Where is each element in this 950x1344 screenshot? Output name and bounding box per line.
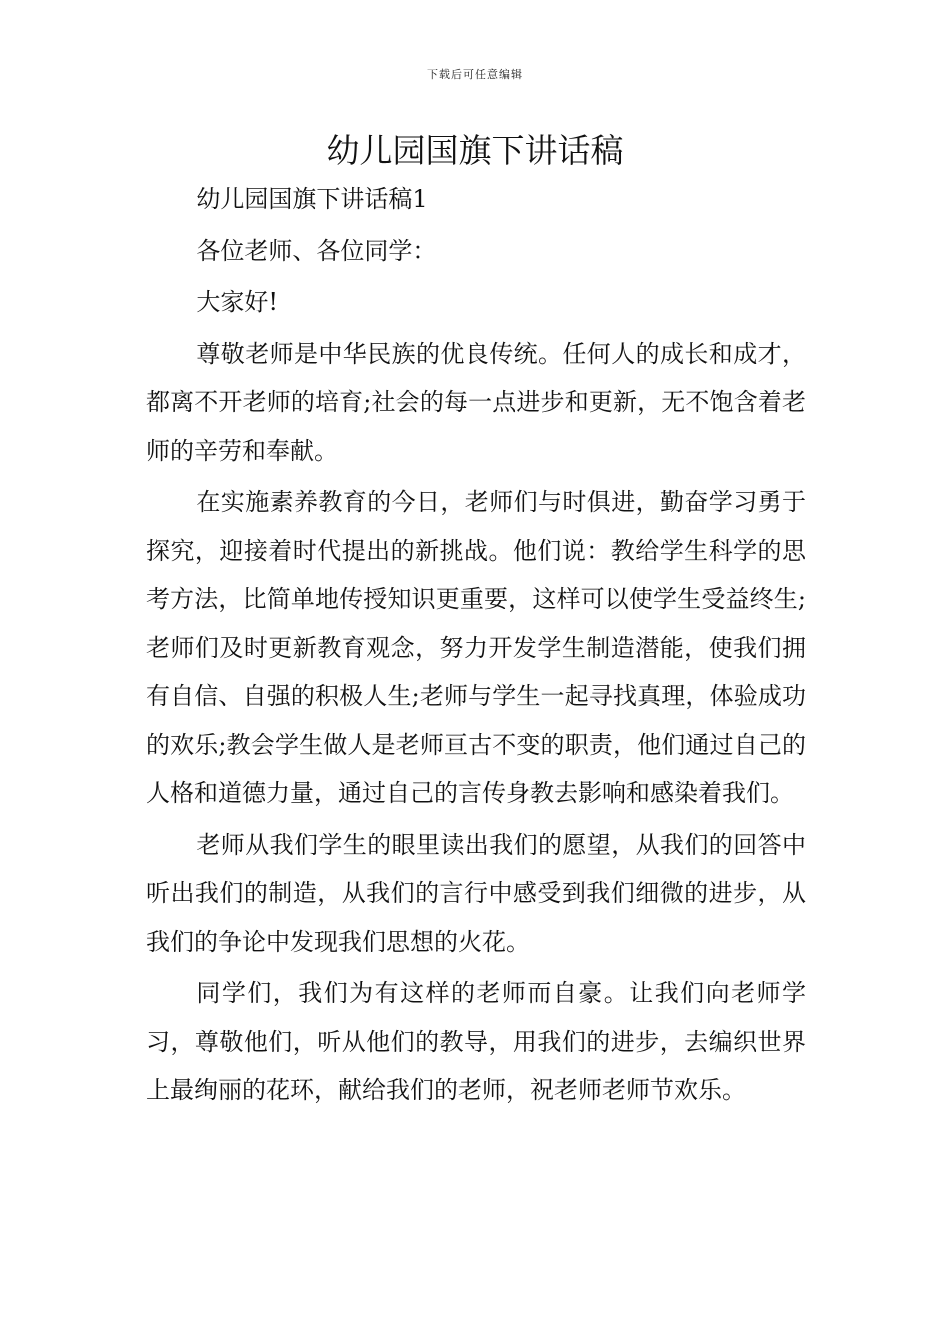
salutation-paragraph: 各位老师、各位同学： bbox=[196, 236, 437, 265]
document-title: 幼儿园国旗下讲话稿 bbox=[326, 131, 624, 170]
body-paragraph: 同学们，我们为有这样的老师而自豪。让我们向老师学习，尊敬他们，听从他们的教导，用我们的进步，去编织世界上最绚丽的花环，献给我们的老师，祝老师老师节欢乐。 bbox=[146, 979, 806, 1104]
subtitle-paragraph: 幼儿园国旗下讲话稿1 bbox=[196, 185, 428, 213]
greeting-paragraph: 大家好! bbox=[196, 288, 279, 316]
body-paragraph: 老师从我们学生的眼里读出我们的愿望，从我们的回答中听出我们的制造，从我们的言行中感受到我们细微的进步，从我们的争论中发现我们思想的火花。 bbox=[146, 830, 806, 956]
body-paragraph: 在实施素养教育的今日，老师们与时俱进，勤奋学习勇于探究，迎接着时代提出的新挑战。他们说：教给学生科学的思考方法，比简单地传授知识更重要，这样可以使学生受益终生;老师们及时更新教育观念，努力开发学生制造潜能，使我们拥有自信、自强的积极人生;老师与学生一起寻找真理，体验成功的欢乐;教会学生做人是老师亘古不变的职责，他们通过自己的人格和道德力量，通过自己的言传身教去影响和感染着我们。 bbox=[146, 488, 806, 807]
header-note: 下载后可任意编辑 bbox=[427, 68, 523, 81]
document-body bbox=[146, 175, 806, 1115]
body-paragraph: 尊敬老师是中华民族的优良传统。任何人的成长和成才，都离不开老师的培育;社会的每一点进步和更新，无不饱含着老师的辛劳和奉献。 bbox=[146, 339, 806, 465]
